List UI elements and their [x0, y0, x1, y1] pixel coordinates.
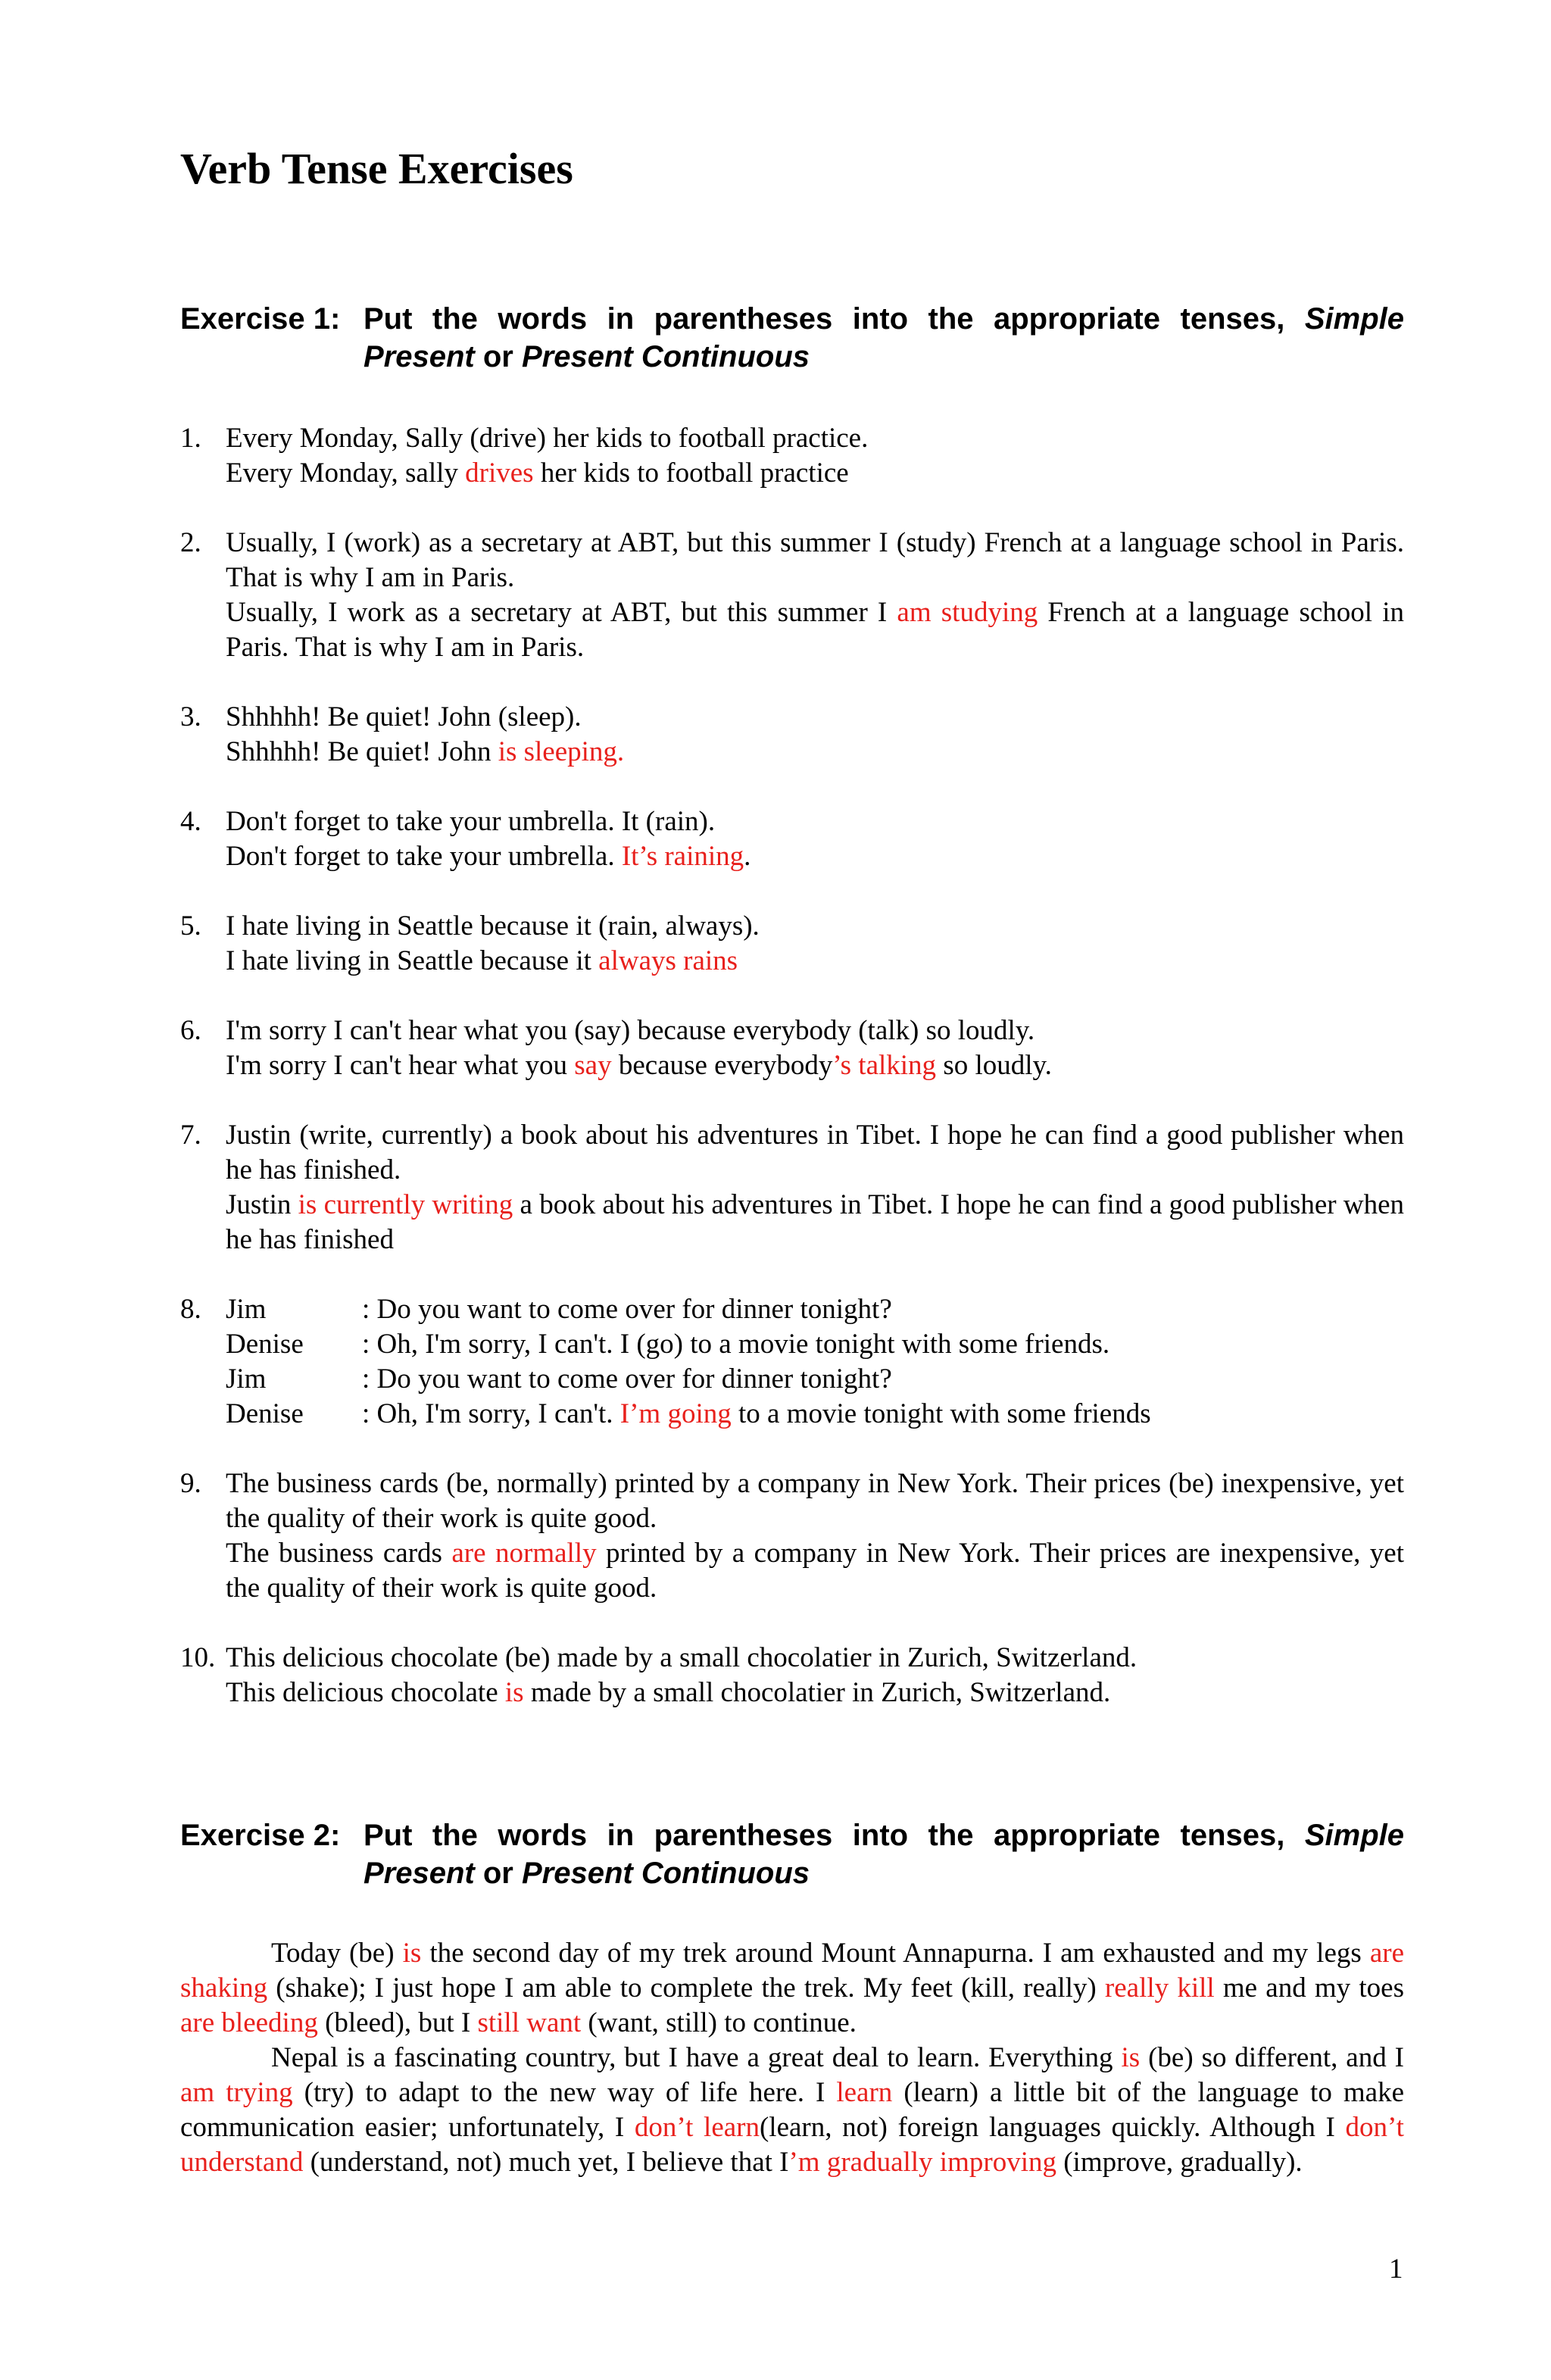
answer-context: (learn) a little bit of the language to make communication easier; unfortunately, I [180, 2077, 1404, 2143]
question-text: Don't forget to take your umbrella. It (rain). [226, 806, 716, 837]
exercise-item [180, 1014, 1404, 1083]
answer-context: made by a small chocolatier in Zurich, Switzerland. [523, 1677, 1111, 1708]
answer-text: is sleeping. [498, 736, 625, 767]
item-number: 3. [180, 701, 201, 732]
exercise-item [180, 1641, 1404, 1710]
answer-context: Usually, I work as a secretary at ABT, but this summer I [226, 597, 897, 628]
question-text: Shhhhh! Be quiet! John (sleep). [226, 701, 582, 732]
answer-context: (understand, not) much yet, I believe that I [303, 2147, 789, 2178]
answer-text: is [504, 1677, 524, 1708]
answer-context: me and my toes [1214, 1972, 1404, 2004]
answer-context: Justin [226, 1189, 298, 1220]
exercise-item [180, 1292, 1404, 1432]
exercise-2-heading [180, 1816, 1404, 1892]
item-body [226, 1641, 1404, 1710]
answer-text: It’s raining [621, 841, 744, 872]
speaker-name: Denise [226, 1329, 304, 1360]
speaker-name: Denise [226, 1398, 304, 1429]
dialogue-row [226, 1362, 1404, 1397]
exercise-1-heading [180, 300, 1404, 376]
item-body [226, 700, 1404, 770]
answer-text: are normally [451, 1538, 597, 1569]
exercise-1-items [180, 421, 1404, 1745]
answer-line [226, 595, 1404, 665]
answer-context: Every Monday, sally [226, 458, 466, 489]
answer-context: (improve, gradually). [1056, 2147, 1303, 2178]
passage-paragraph [180, 2041, 1404, 2180]
exercise-item [180, 1466, 1404, 1606]
item-body [226, 804, 1404, 874]
item-body [226, 1118, 1404, 1257]
answer-context: (want, still) to continue. [581, 2007, 857, 2038]
answer-context: a book about his adventures in Tibet. I hope he can find a good publisher when he has finished [226, 1189, 1405, 1255]
answer-context: because everybody [611, 1050, 833, 1081]
answer-context: Don't forget to take your umbrella. [226, 841, 622, 872]
item-body [226, 1014, 1404, 1083]
answer-context: . [744, 841, 751, 872]
answer-text: really kill [1104, 1972, 1215, 2004]
answer-context: Shhhhh! Be quiet! John [226, 736, 498, 767]
answer-text: are shaking [180, 1938, 1404, 2004]
answer-text: is [402, 1938, 422, 1969]
page-number: 1 [1389, 2254, 1403, 2285]
answer-text: ’s talking [832, 1050, 937, 1081]
answer-context: so loudly. [936, 1050, 1052, 1081]
answer-line [226, 1188, 1404, 1257]
answer-text: drives [465, 458, 534, 489]
dialogue-line [362, 1397, 1151, 1432]
answer-text: am trying [180, 2077, 293, 2108]
answer-text: learn [836, 2077, 893, 2108]
answer-context: (be) so different, and I [1140, 2042, 1404, 2073]
speaker-name: Jim [226, 1363, 267, 1395]
answer-context: (learn, not) foreign languages quickly. Although I [759, 2112, 1346, 2143]
question-text: Every Monday, Sally (drive) her kids to football practice. [226, 423, 869, 454]
exercise-item [180, 1118, 1404, 1257]
answer-text: say [574, 1050, 612, 1081]
passage-paragraph [180, 1936, 1404, 2041]
item-number: 9. [180, 1468, 201, 1499]
exercise-item [180, 526, 1404, 665]
answer-context: The business cards [226, 1538, 452, 1569]
answer-context: French at a language school in Paris. That is why I am in Paris. [226, 597, 1404, 663]
question-text: I'm sorry I can't hear what you (say) because everybody (talk) so loudly. [226, 1015, 1035, 1046]
dialogue-row [226, 1397, 1404, 1432]
exercise-item [180, 909, 1404, 979]
item-number: 8. [180, 1294, 201, 1325]
item-number: 1. [180, 423, 201, 454]
answer-text: always rains [598, 945, 738, 976]
speaker-name: Jim [226, 1294, 267, 1325]
item-number: 5. [180, 910, 201, 942]
answer-context: (shake); I just hope I am able to complete the trek. My feet (kill, really) [267, 1972, 1105, 2004]
dialogue-row [226, 1292, 1404, 1327]
answer-text: still want [477, 2007, 582, 2038]
exercise-item [180, 804, 1404, 874]
dialogue-row [226, 1327, 1404, 1362]
answer-text: is [1121, 2042, 1141, 2073]
answer-line [226, 1048, 1404, 1083]
dialogue-line [362, 1327, 1109, 1362]
exercise-1-label: Exercise 1: [180, 302, 341, 336]
answer-context: (try) to adapt to the new way of life here. I [292, 2077, 837, 2108]
exercise-2-instruction: Put the words in parentheses into the appropriate tenses, [364, 1819, 1285, 1852]
item-body [226, 909, 1404, 979]
exercise-1-instruction: Put the words in parentheses into the appropriate tenses, [364, 302, 1285, 336]
answer-context: the second day of my trek around Mount Annapurna. I am exhausted and my legs [421, 1938, 1370, 1969]
answer-context: : Oh, I'm sorry, I can't. I (go) to a movie tonight with some friends. [362, 1329, 1110, 1360]
item-number: 10. [180, 1642, 216, 1673]
question-text: The business cards (be, normally) printed by a company in New York. Their prices (be) inexpensive, yet the quality of their work is quite good. [226, 1468, 1404, 1534]
answer-context: to a movie tonight with some friends [731, 1398, 1151, 1429]
answer-context: : Oh, I'm sorry, I can't. [362, 1398, 620, 1429]
item-number: 2. [180, 527, 201, 558]
question-text: Justin (write, currently) a book about his adventures in Tibet. I hope he can find a good publisher when he has finished. [226, 1120, 1404, 1185]
answer-line [226, 944, 1404, 979]
item-number: 4. [180, 806, 201, 837]
exercise-2-tense-2: Present Continuous [522, 1857, 810, 1890]
item-body [226, 421, 1404, 491]
answer-text: ’m gradually improving [788, 2147, 1056, 2178]
answer-context: This delicious chocolate [226, 1677, 505, 1708]
answer-text: don’t understand [180, 2112, 1404, 2178]
answer-context: I hate living in Seattle because it [226, 945, 599, 976]
answer-context: Nepal is a fascinating country, but I have a great deal to learn. Everything [271, 2042, 1122, 2073]
answer-line [226, 1536, 1404, 1606]
answer-context: Today (be) [271, 1938, 403, 1969]
question-text: I hate living in Seattle because it (rain, always). [226, 910, 760, 942]
item-body [226, 1466, 1404, 1606]
dialogue-line [362, 1292, 892, 1327]
question-text: This delicious chocolate (be) made by a small chocolatier in Zurich, Switzerland. [226, 1642, 1138, 1673]
answer-line [226, 456, 1404, 491]
exercise-1-or: or [482, 340, 513, 373]
dialogue-line [362, 1362, 892, 1397]
answer-context: her kids to football practice [533, 458, 849, 489]
answer-context: I'm sorry I can't hear what you [226, 1050, 575, 1081]
answer-context: : Do you want to come over for dinner tonight? [362, 1363, 892, 1395]
answer-text: is currently writing [298, 1189, 513, 1220]
answer-context: printed by a company in New York. Their prices are inexpensive, yet the quality of their work is quite good. [226, 1538, 1404, 1604]
exercise-1-tense-2: Present Continuous [522, 340, 810, 373]
answer-text: are bleeding [180, 2007, 318, 2038]
answer-text: I’m going [619, 1398, 732, 1429]
exercise-2-tense-1: Simple Present [364, 1819, 1404, 1890]
answer-line [226, 1676, 1404, 1710]
exercise-2-passage [180, 1936, 1404, 2180]
exercise-2-label: Exercise 2: [180, 1819, 341, 1852]
exercise-item [180, 421, 1404, 491]
exercise-2-or: or [482, 1857, 513, 1890]
exercise-item [180, 700, 1404, 770]
answer-text: am studying [897, 597, 1038, 628]
answer-line [226, 735, 1404, 770]
item-number: 6. [180, 1015, 201, 1046]
item-number: 7. [180, 1120, 201, 1151]
answer-context: : Do you want to come over for dinner tonight? [362, 1294, 892, 1325]
dialogue [226, 1292, 1404, 1432]
answer-text: don’t learn [634, 2112, 760, 2143]
exercise-1-tense-1: Simple Present [364, 302, 1404, 373]
question-text: Usually, I (work) as a secretary at ABT, but this summer I (study) French at a language school in Paris. That is why I am in Paris. [226, 527, 1404, 593]
answer-context: (bleed), but I [317, 2007, 478, 2038]
answer-line [226, 839, 1404, 874]
item-body [226, 526, 1404, 665]
document-title: Verb Tense Exercises [180, 144, 573, 193]
